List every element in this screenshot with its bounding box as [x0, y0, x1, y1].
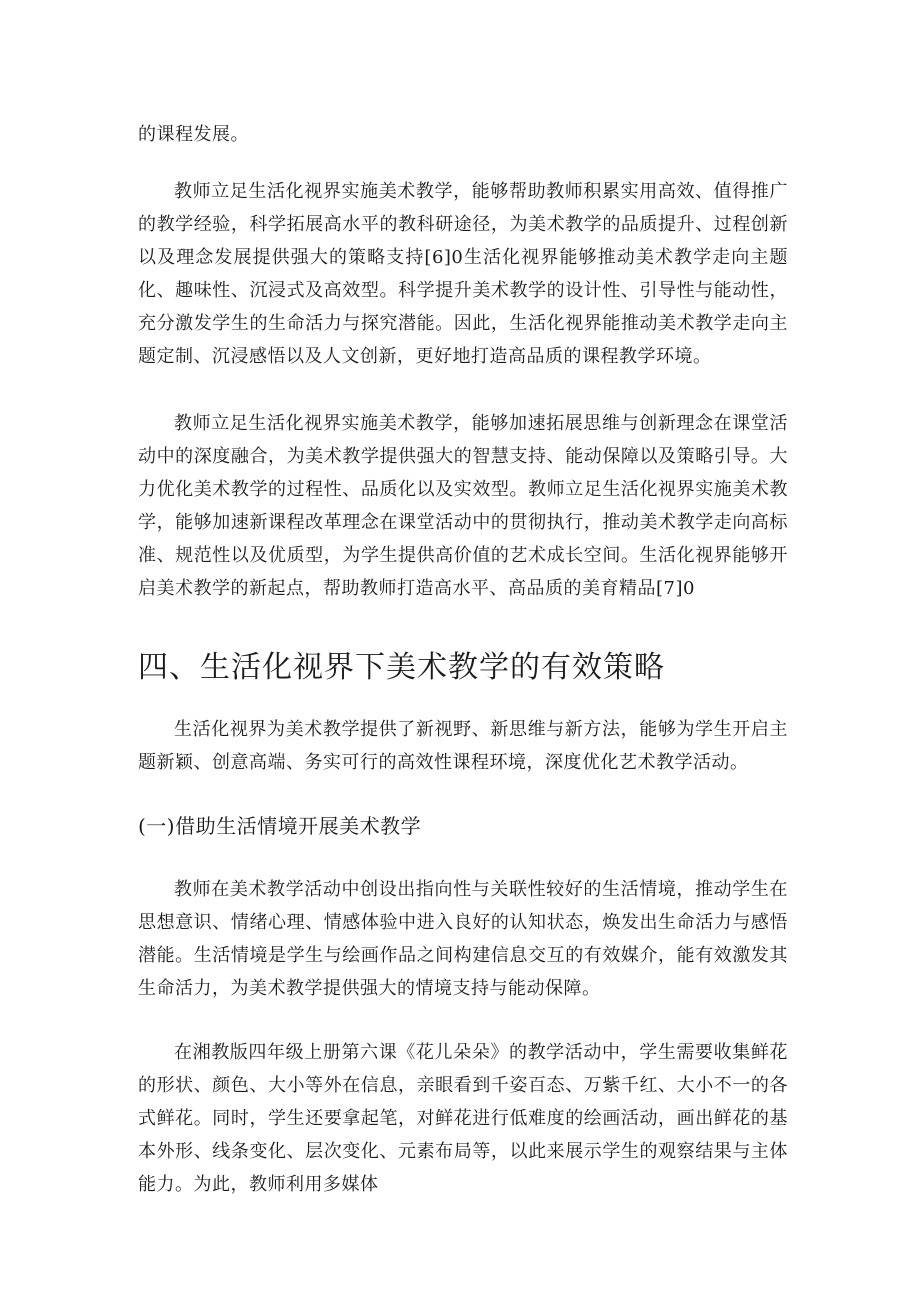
paragraph-2: 教师立足生活化视界实施美术教学，能够加速拓展思维与创新理念在课堂活动中的深度融合，为美术教学提供强大的智慧支持、能动保障以及策略引导。大力优化美术教学的过程性、品质化以及实效型。教师立足生活化视界实施美术教学，能够加速新课程改革理念在课堂活动中的贯彻执行，推动美术教学走向高标准、规范性以及优质型，为学生提供高价值的艺术成长空间。生活化视界能够开启美术教学的新起点，帮助教师打造高水平、高品质的美育精品[7]0 — [138, 413, 788, 599]
section-heading: 四、生活化视界下美术教学的有效策略 — [138, 650, 665, 685]
paragraph-4: 教师在美术教学活动中创设出指向性与关联性较好的生活情境，推动学生在思想意识、情绪心理、情感体验中进入良好的认知状态，焕发出生命活力与感悟潜能。生活情境是学生与绘画作品之间构建信息交互的有效媒介，能有效激发其生命活力，为美术教学提供强大的情境支持与能动保障。 — [138, 879, 788, 999]
paragraph-continuation: 的课程发展。 — [138, 124, 249, 145]
paragraph-5: 在湘教版四年级上册第六课《花儿朵朵》的教学活动中，学生需要收集鲜花的形状、颜色、大小等外在信息，亲眼看到千姿百态、万紫千红、大小不一的各式鲜花。同时，学生还要拿起笔，对鲜花进行低难度的绘画活动，画出鲜花的基本外形、线条变化、层次变化、元素布局等，以此来展示学生的观察结果与主体能力。为此，教师利用多媒体 — [138, 1042, 788, 1195]
paragraph-1: 教师立足生活化视界实施美术教学，能够帮助教师积累实用高效、值得推广的教学经验，科学拓展高水平的教科研途径，为美术教学的品质提升、过程创新以及理念发展提供强大的策略支持[6]0生活化视界能够推动美术教学走向主题化、趣味性、沉浸式及高效型。科学提升美术教学的设计性、引导性与能动性，充分激发学生的生命活力与探究潜能。因此，生活化视界能推动美术教学走向主题定制、沉浸感悟以及人文创新，更好地打造高品质的课程教学环境。 — [138, 181, 788, 367]
subsection-heading: (一)借助生活情境开展美术教学 — [138, 814, 422, 838]
paragraph-3: 生活化视界为美术教学提供了新视野、新思维与新方法，能够为学生开启主题新颖、创意高端、务实可行的高效性课程环境，深度优化艺术教学活动。 — [138, 719, 788, 773]
